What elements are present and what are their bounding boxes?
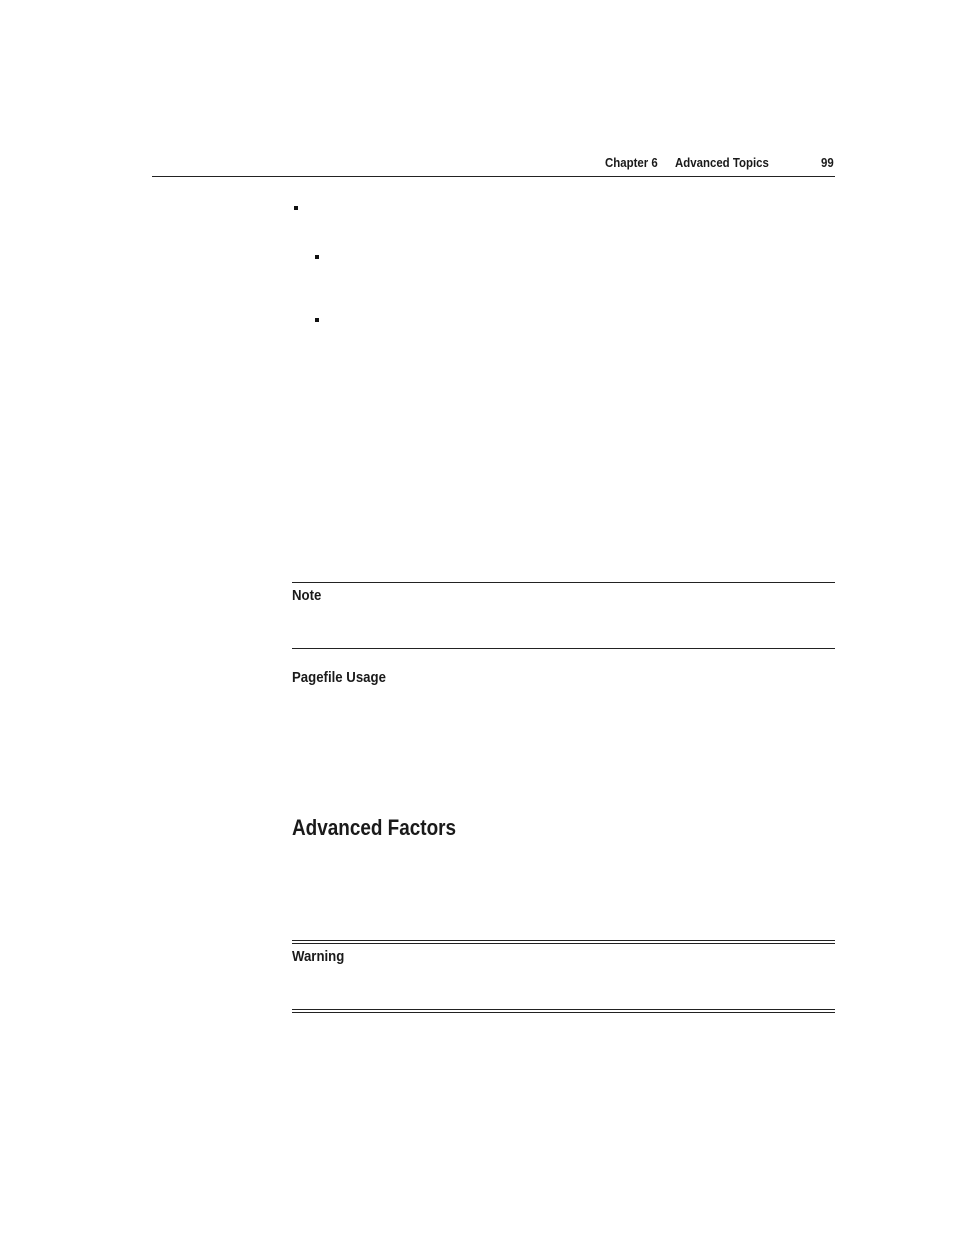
warning-label: Warning: [292, 948, 345, 965]
bullet-marker: [315, 255, 319, 259]
section-heading: Advanced Factors: [292, 815, 457, 840]
warning-top-rule: [292, 940, 835, 944]
header-rule: [152, 176, 835, 177]
bullet-marker: [315, 318, 319, 322]
note-label: Note: [292, 587, 322, 604]
note-bottom-rule: [292, 648, 835, 649]
chapter-title: Advanced Topics: [675, 155, 769, 170]
warning-bottom-rule: [292, 1009, 835, 1013]
bullet-marker: [294, 206, 298, 210]
chapter-label: Chapter 6: [605, 155, 658, 170]
pagefile-usage-label: Pagefile Usage: [292, 669, 386, 686]
page-number: 99: [821, 155, 834, 170]
note-top-rule: [292, 582, 835, 583]
